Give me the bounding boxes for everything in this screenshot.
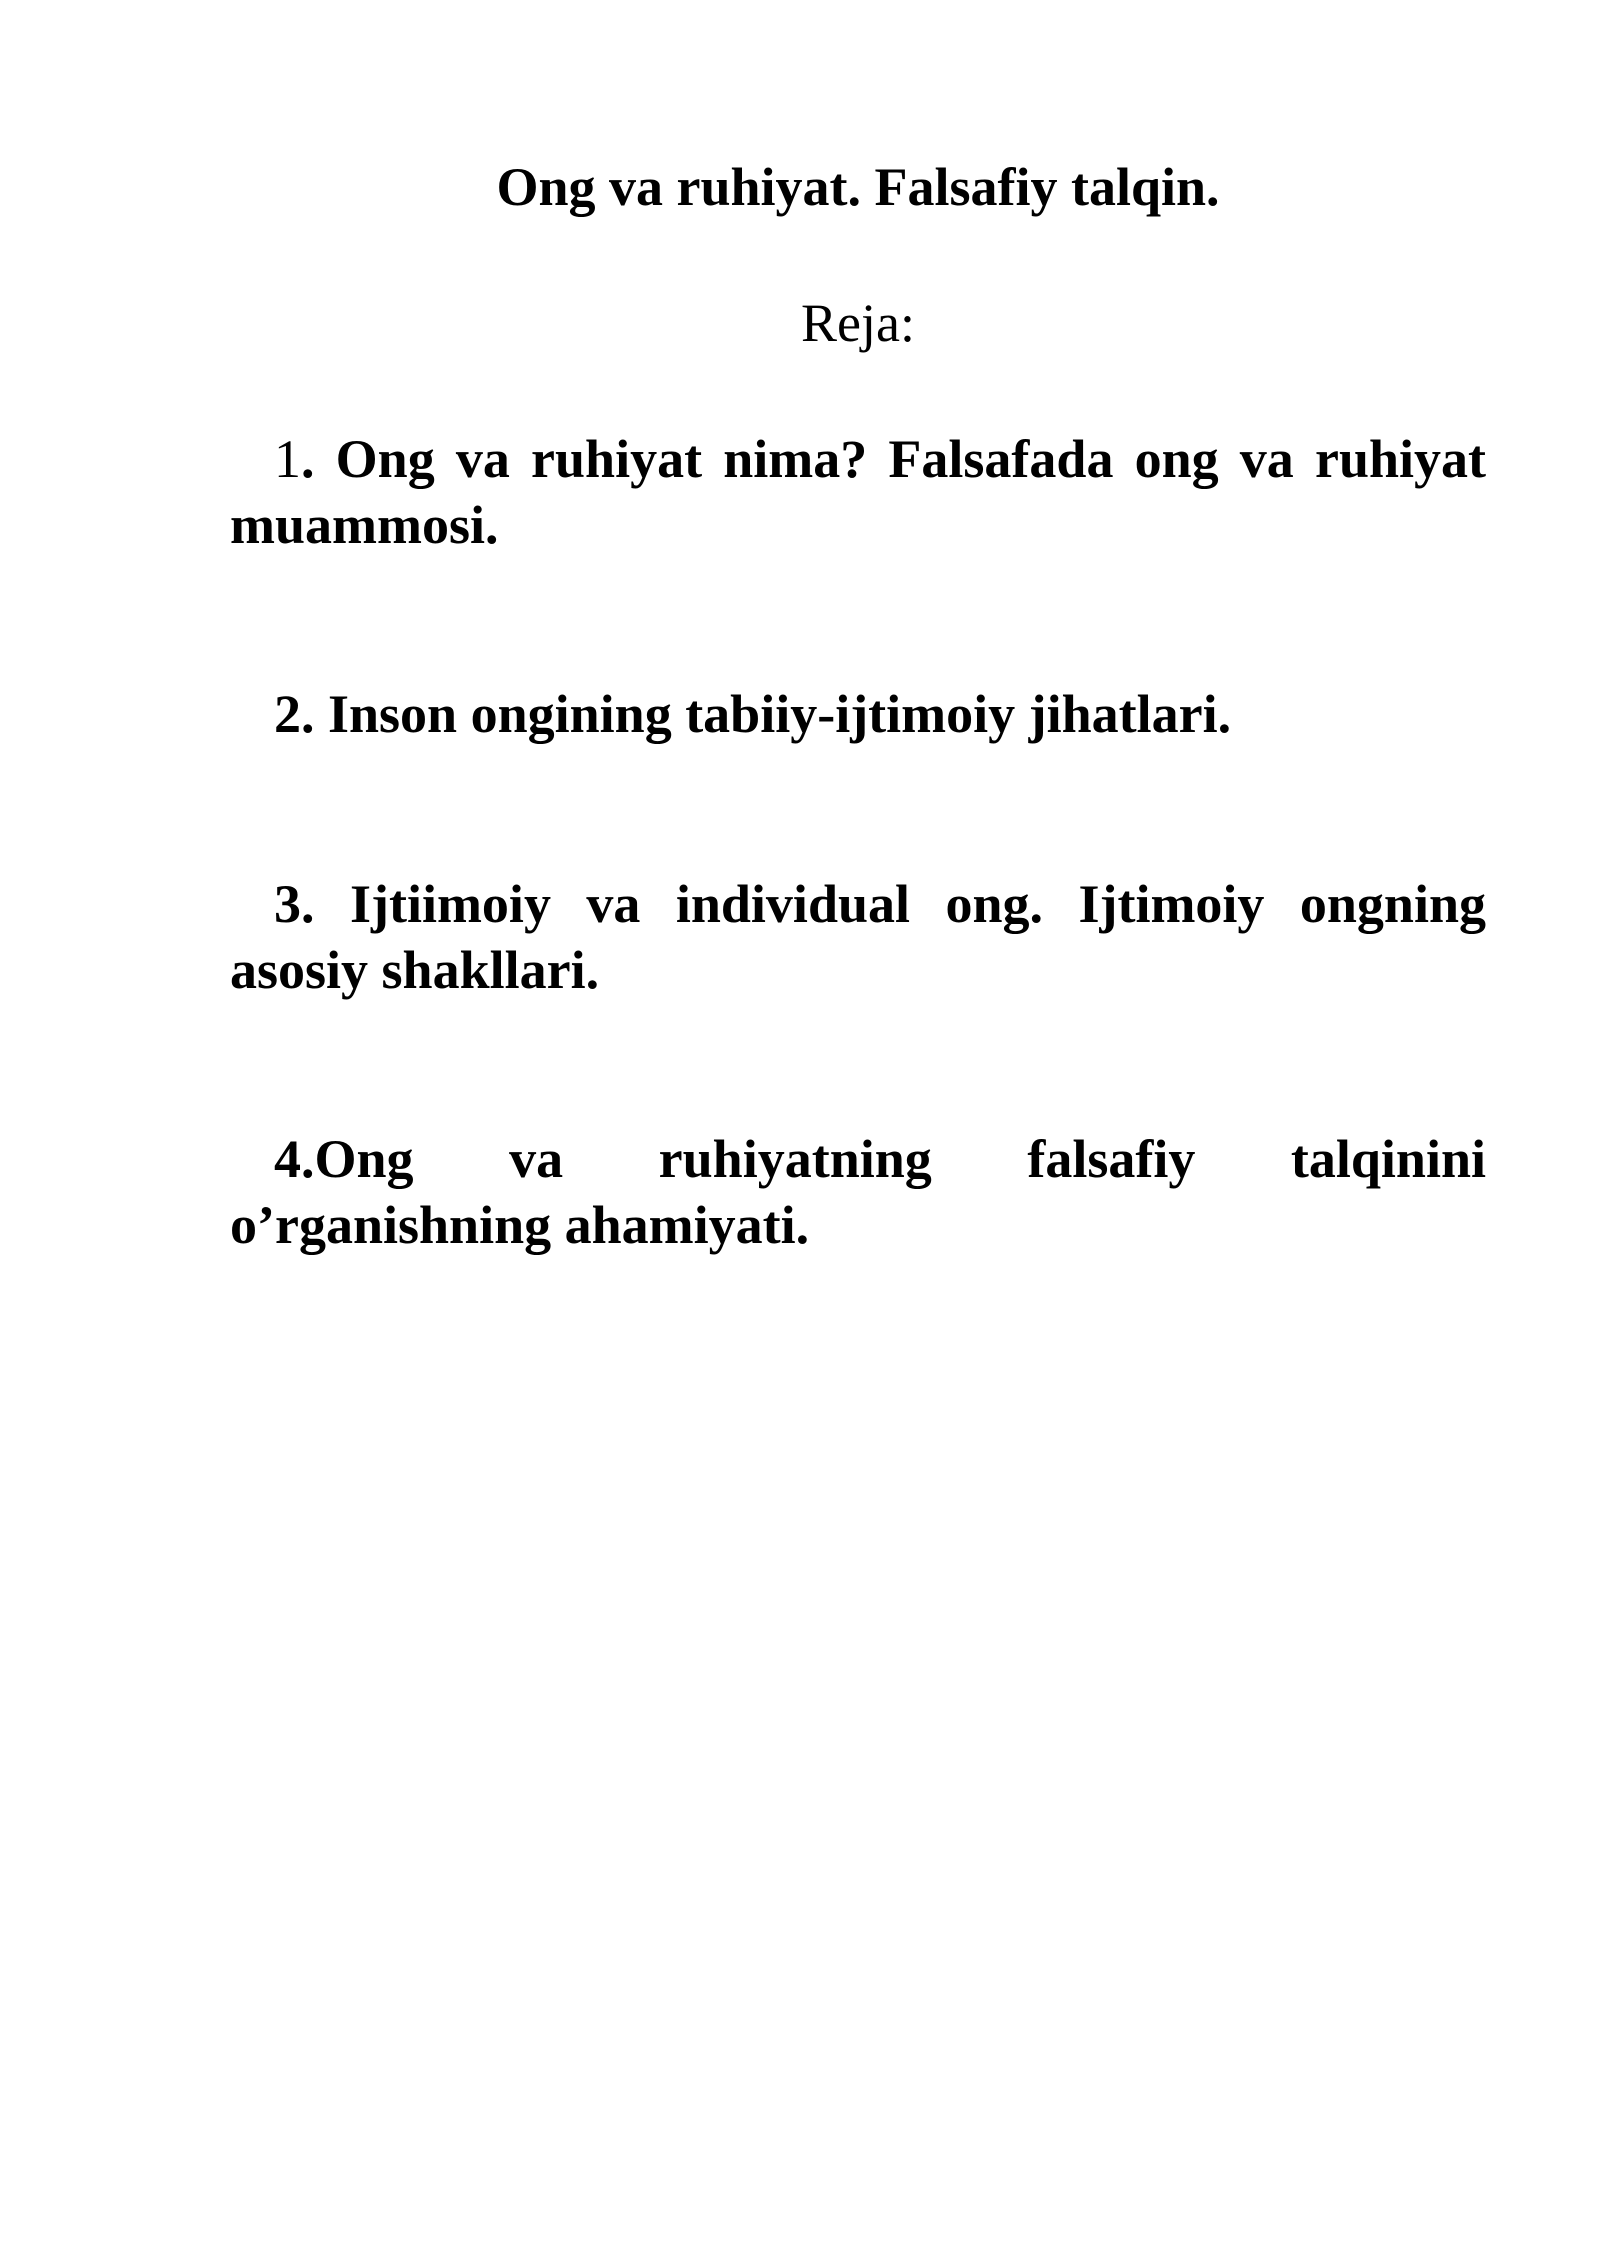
plan-item-text: Ijtiimoiy va individual ong. Ijtimoiy ongning asosiy shakllari. <box>230 874 1486 1000</box>
plan-heading: Reja: <box>801 293 915 353</box>
plan-item-number: 2. <box>274 684 328 744</box>
document-title: Ong va ruhiyat. Falsafiy talqin. <box>496 157 1220 217</box>
plan-item-text: Ong va ruhiyatning falsafiy talqinini o’rganishning ahamiyati. <box>230 1129 1486 1255</box>
plan-item-number: 4. <box>274 1129 315 1189</box>
plan-item-separator: . <box>301 429 336 489</box>
plan-item-number: 1 <box>274 429 301 489</box>
plan-item-3 <box>230 871 1486 1003</box>
plan-item-text: Inson ongining tabiiy-ijtimoiy jihatlari. <box>328 684 1232 744</box>
plan-item-4 <box>230 1126 1486 1258</box>
plan-item-1 <box>230 426 1486 558</box>
plan-item-text: Ong va ruhiyat nima? Falsafada ong va ruhiyat muammosi. <box>230 429 1486 555</box>
plan-item-number: 3. <box>274 874 350 934</box>
plan-item-2 <box>230 681 1486 747</box>
